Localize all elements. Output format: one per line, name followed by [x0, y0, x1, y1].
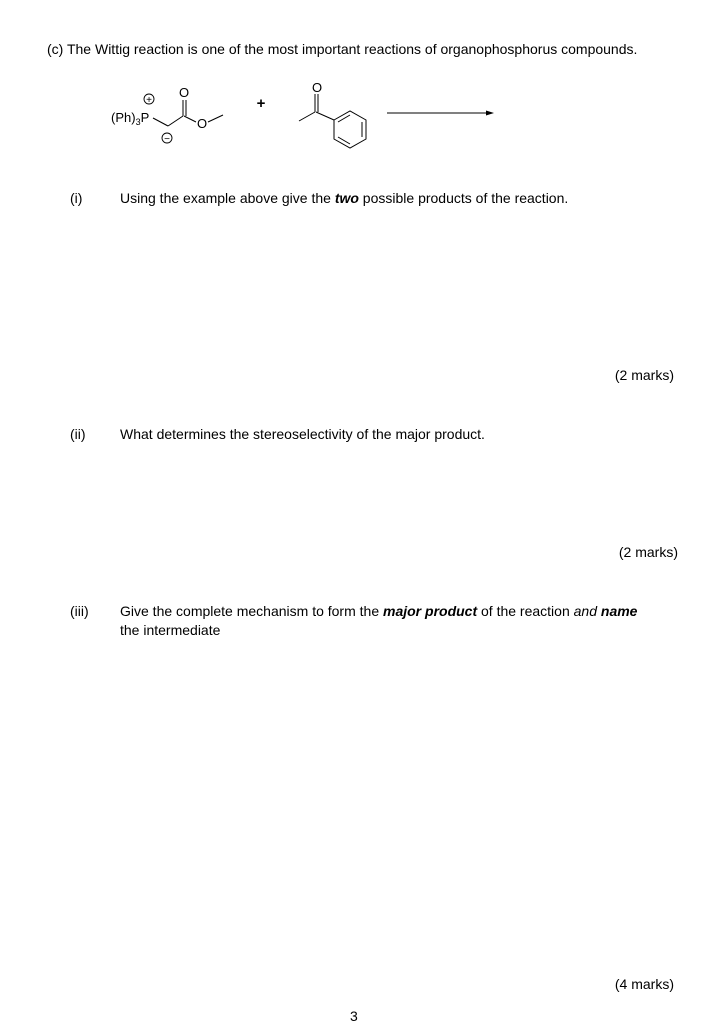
reaction-plus-sign: +: [256, 95, 266, 112]
emphasis-major-product: major product: [383, 603, 478, 619]
marks-iii: (4 marks): [614, 976, 674, 992]
marks-i: (2 marks): [614, 367, 674, 383]
ylide-ester-oxygen: O: [196, 116, 208, 131]
ketone-carbonyl-oxygen: O: [311, 82, 323, 95]
question-number-iii: (iii): [70, 603, 89, 619]
emphasis-two: two: [334, 190, 359, 206]
question-text-iii-line2: the intermediate: [120, 622, 221, 638]
acetophenone-structure: [299, 94, 366, 148]
part-intro-line: [47, 40, 637, 58]
page-number: 3: [350, 1008, 358, 1024]
question-text-ii: What determines the stereoselectivity of the major product.: [120, 426, 485, 442]
emphasis-name: name: [600, 603, 638, 619]
question-number-i: (i): [70, 190, 83, 206]
marks-ii: (2 marks): [618, 544, 678, 560]
ylide-phosphonium-group: $(Ph)_3P$: [111, 110, 150, 127]
question-number-ii: (ii): [70, 426, 86, 442]
question-text-i: Using the example above give the two possible products of the reaction.: [120, 190, 569, 206]
reaction-arrow: [387, 111, 494, 116]
positive-charge-sign: +: [146, 95, 152, 106]
part-label: (c): [47, 41, 64, 57]
emphasis-and: and: [573, 603, 597, 619]
wittig-reaction-scheme: [100, 82, 520, 157]
question-text-iii-line1: Give the complete mechanism to form the major product of the reaction and name: [120, 603, 638, 619]
part-intro-text: The Wittig reaction is one of the most important reactions of organophosphorus compounds.: [66, 41, 638, 57]
ylide-carbonyl-oxygen: O: [178, 85, 190, 100]
negative-charge-sign: −: [164, 134, 170, 145]
ylide-bonds: [153, 100, 223, 126]
